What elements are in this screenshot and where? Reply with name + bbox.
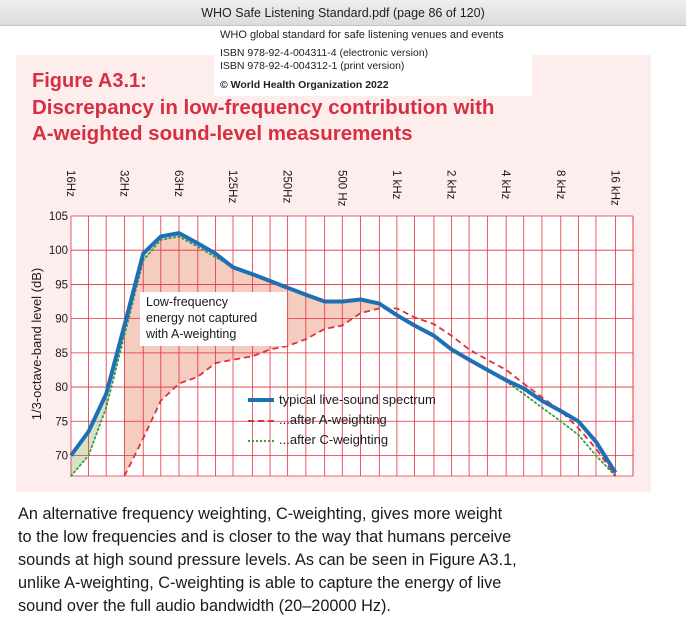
y-tick-labels xyxy=(49,211,68,462)
x-tick-label: 125Hz xyxy=(226,170,238,204)
isbn-electronic: ISBN 978-92-4-004311-4 (electronic version) xyxy=(220,47,429,59)
x-tick-label: 63Hz xyxy=(172,170,184,197)
annotation-line-3: with A-weighting xyxy=(146,327,237,341)
annotation-line-1: Low-frequency xyxy=(146,295,228,309)
legend-label-a-weighting: ...after A-weighting xyxy=(279,412,387,427)
x-tick-label: 8 kHz xyxy=(553,170,566,200)
x-tick-labels xyxy=(64,170,620,207)
isbn-print: ISBN 978-92-4-004312-1 (print version) xyxy=(220,60,405,72)
copyright: © World Health Organization 2022 xyxy=(220,79,389,91)
legend-label-typical: typical live-sound spectrum xyxy=(279,392,436,407)
figure-title-line-1: Discrepancy in low-frequency contribution with xyxy=(32,96,495,119)
x-tick-label: 2 kHz xyxy=(444,170,457,200)
body-line-3: sounds at high sound pressure levels. As can be seen in Figure A3.1, xyxy=(18,551,517,569)
document-title: WHO global standard for safe listening venues and events xyxy=(220,29,504,41)
legend-swatch-a-weighting xyxy=(248,420,274,422)
annotation-box xyxy=(140,292,287,346)
figure-title-line-2: A-weighted sound-level measurements xyxy=(32,122,413,145)
x-tick-label: 1 kHz xyxy=(389,170,402,200)
y-tick-label: 80 xyxy=(55,382,68,395)
x-tick-label: 32Hz xyxy=(117,170,130,197)
y-tick-label: 90 xyxy=(55,313,68,326)
annotation-line-2: energy not captured xyxy=(146,311,258,325)
x-tick-label: 4 kHz xyxy=(499,170,512,200)
body-paragraph xyxy=(18,503,658,618)
y-tick-label: 100 xyxy=(48,245,68,258)
body-line-2: to the low frequencies and is closer to the way that humans perceive xyxy=(18,528,512,546)
y-axis-label: 1/3-octave-band level (dB) xyxy=(29,267,44,421)
body-line-1: An alternative frequency weighting, C-weighting, gives more weight xyxy=(18,505,503,523)
x-tick-label: 500 Hz xyxy=(335,170,348,207)
y-tick-label: 95 xyxy=(55,279,68,292)
legend-label-c-weighting: ...after C-weighting xyxy=(279,432,389,447)
body-line-4: unlike A-weighting, C-weighting is able to capture the energy of live xyxy=(18,574,502,592)
x-tick-label: 16Hz xyxy=(64,170,76,197)
x-tick-label: 250Hz xyxy=(280,170,293,204)
legend-swatch-c-weighting xyxy=(248,440,274,442)
x-tick-label: 16 kHz xyxy=(608,170,621,206)
y-tick-label: 105 xyxy=(48,211,68,223)
figure-label: Figure A3.1: xyxy=(32,70,147,92)
y-tick-label: 85 xyxy=(55,347,68,360)
y-tick-label: 70 xyxy=(55,450,68,463)
body-line-5: sound over the full audio bandwidth (20–20000 Hz). xyxy=(18,597,391,615)
window-title: WHO Safe Listening Standard.pdf (page 86 of 120) xyxy=(201,6,485,20)
legend-swatch-typical xyxy=(248,398,274,402)
y-tick-label: 75 xyxy=(55,416,68,429)
